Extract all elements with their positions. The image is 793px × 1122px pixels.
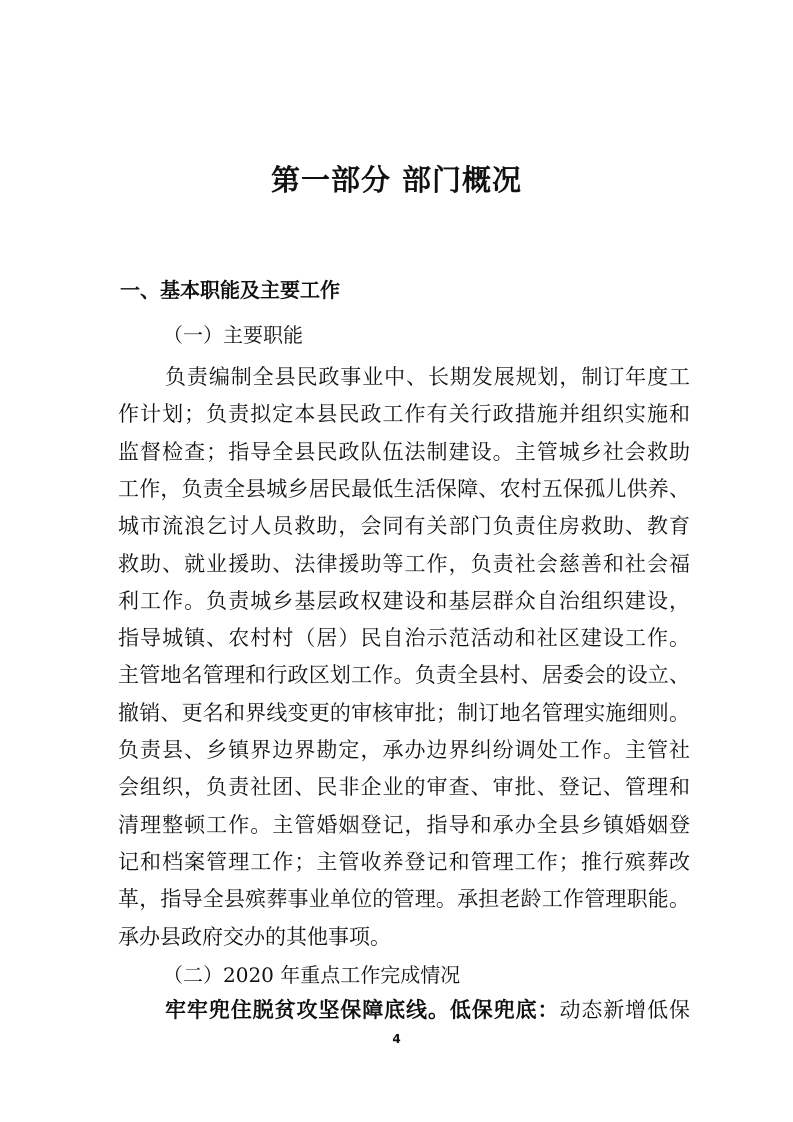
subsection-heading-1: （一）主要职能 xyxy=(163,323,303,347)
paragraph-line: 指导城镇、农村村（居）民自治示范活动和社区建设工作。 xyxy=(118,626,690,651)
paragraph-line: 作计划；负责拟定本县民政工作有关行政措施并组织实施和 xyxy=(118,402,690,427)
paragraph-line: 利工作。负责城乡基层政权建设和基层群众自治组织建设， xyxy=(118,588,690,613)
paragraph-line: 负责县、乡镇界边界勘定，承办边界纠纷调处工作。主管社 xyxy=(118,738,690,762)
paragraph-line: 撤销、更名和界线变更的审核审批；制订地名管理实施细则。 xyxy=(118,700,690,725)
paragraph-line: 承办县政府交办的其他事项。 xyxy=(118,924,391,949)
paragraph-line: 清理整顿工作。主管婚姻登记，指导和承办全县乡镇婚姻登 xyxy=(118,812,690,837)
paragraph-line: 工作，负责全县城乡居民最低生活保障、农村五保孤儿供养、 xyxy=(118,476,690,501)
paragraph-line: 会组织，负责社团、民非企业的审查、审批、登记、管理和 xyxy=(118,775,690,800)
page-number: 4 xyxy=(392,1032,401,1046)
section-heading: 一、基本职能及主要工作 xyxy=(120,278,340,302)
paragraph-line: 监督检查；指导全县民政队伍法制建设。主管城乡社会救助 xyxy=(118,439,690,464)
paragraph-text: 动态新增低保 xyxy=(559,998,691,1022)
paragraph-line xyxy=(165,995,690,1025)
paragraph-line: 记和档案管理工作；主管收养登记和管理工作；推行殡葬改 xyxy=(118,849,690,874)
paragraph-line: 主管地名管理和行政区划工作。负责全县村、居委会的设立、 xyxy=(118,663,690,688)
paragraph-line: 革，指导全县殡葬事业单位的管理。承担老龄工作管理职能。 xyxy=(118,887,690,912)
paragraph-line: 负责编制全县民政事业中、长期发展规划，制订年度工 xyxy=(165,365,690,389)
subsection-heading-2: （二）2020 年重点工作完成情况 xyxy=(163,963,461,987)
paragraph-line: 救助、就业援助、法律援助等工作，负责社会慈善和社会福 xyxy=(118,551,690,576)
paragraph-line: 城市流浪乞讨人员救助，会同有关部门负责住房救助、教育 xyxy=(118,514,690,539)
page-title: 第一部分 部门概况 xyxy=(270,163,523,197)
bold-lead: 牢牢兜住脱贫攻坚保障底线。低保兜底： xyxy=(165,998,560,1022)
